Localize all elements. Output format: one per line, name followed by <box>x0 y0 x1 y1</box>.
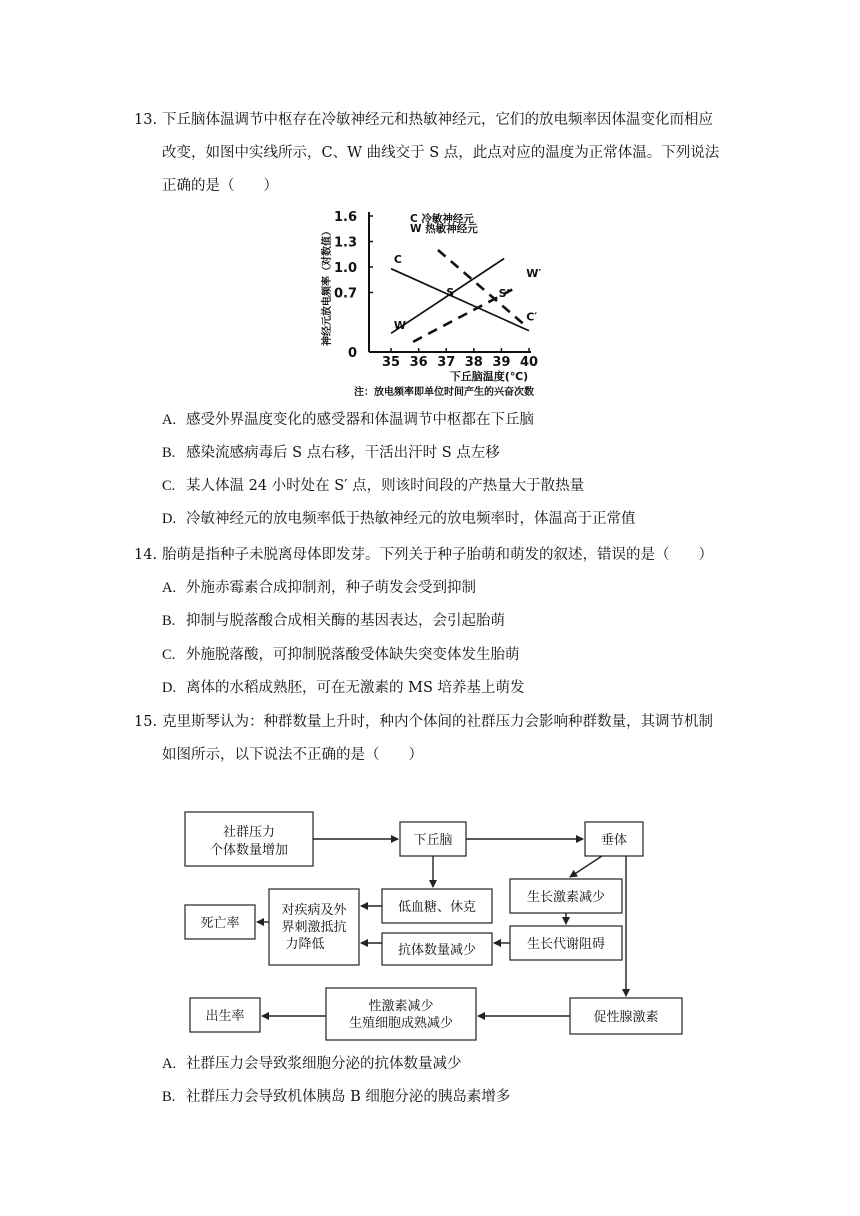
chart-text <box>320 210 541 398</box>
q13-stem-3: 正确的是（ ） <box>162 178 278 194</box>
option-text: 离体的水稻成熟胚，可在无激素的 MS 培养基上萌发 <box>186 680 525 696</box>
option-letter: A. <box>162 1056 177 1072</box>
x-axis-label: 下丘脑温度(℃) <box>449 370 529 383</box>
label-birth-rate: 出生率 <box>205 1009 245 1024</box>
label-pressure-2: 个体数量增加 <box>209 843 289 858</box>
q14-option-c[interactable] <box>162 645 520 665</box>
label-growth-block: 生长代谢阻碍 <box>526 937 606 952</box>
q15-option-a[interactable] <box>162 1054 462 1074</box>
q14-option-a[interactable] <box>162 578 476 598</box>
y-tick-label: 0 <box>347 346 357 361</box>
q13-option-d[interactable] <box>162 509 636 529</box>
q13-number: 13. <box>134 112 158 128</box>
label-antibody: 抗体数量减少 <box>397 943 477 958</box>
legend-entry: W 热敏神经元 <box>410 223 478 235</box>
label-resist-1: 对疾病及外 <box>281 903 347 918</box>
option-text: 感受外界温度变化的感受器和体温调节中枢都在下丘脑 <box>186 412 534 428</box>
option-text: 冷敏神经元的放电频率低于热敏神经元的放电频率时，体温高于正常值 <box>186 511 636 527</box>
label-hypothalamus: 下丘脑 <box>413 833 453 848</box>
point-label: C <box>393 252 402 266</box>
q13-stem-2: 改变，如图中实线所示，C、W 曲线交于 S 点，此点对应的温度为正常体温。下列说法 <box>162 145 720 161</box>
chart-note: 注：放电频率即单位时间产生的兴奋次数 <box>354 387 534 398</box>
y-tick-label: 1.3 <box>333 235 357 251</box>
q14-line1 <box>134 545 713 565</box>
arrow-pituitary-gh <box>570 856 602 877</box>
x-tick-label: 38 <box>464 355 483 370</box>
box-sex-hormone <box>326 988 476 1040</box>
q13-line1 <box>134 110 713 130</box>
q15-option-b[interactable] <box>162 1087 510 1107</box>
option-letter: D. <box>162 680 177 696</box>
option-text: 外施赤霉素合成抑制剂，种子萌发会受到抑制 <box>186 580 476 596</box>
option-letter: A. <box>162 412 177 428</box>
y-tick-label: 1.0 <box>333 261 357 276</box>
x-tick-label: 37 <box>437 355 456 370</box>
option-letter: A. <box>162 580 177 596</box>
point-label: W <box>393 319 406 333</box>
q13-option-a[interactable] <box>162 410 534 430</box>
option-text: 抑制与脱落酸合成相关酶的基因表达，会引起胎萌 <box>186 613 505 629</box>
temperature-chart <box>312 203 552 403</box>
legend-entry: C 冷敏神经元 <box>410 213 474 225</box>
q14-stem-1: 胎萌是指种子未脱离母体即发芽。下列关于种子胎萌和萌发的叙述，错误的是（ ） <box>162 547 713 563</box>
x-tick-label: 36 <box>409 355 428 370</box>
q14-option-d[interactable] <box>162 678 525 698</box>
q13-stem-1: 下丘脑体温调节中枢存在冷敏神经元和热敏神经元，它们的放电频率因体温变化而相应 <box>162 112 713 128</box>
point-label: S <box>446 285 455 299</box>
label-hypoglycemia: 低血糖、休克 <box>397 900 477 915</box>
option-text: 社群压力会导致浆细胞分泌的抗体数量减少 <box>186 1056 462 1072</box>
label-death-rate: 死亡率 <box>200 916 240 931</box>
label-sex-1: 性激素减少 <box>368 999 434 1014</box>
option-letter: D. <box>162 511 177 527</box>
y-tick-label: 0.7 <box>333 286 357 302</box>
q15-number: 15. <box>134 714 158 730</box>
option-letter: C. <box>162 478 176 494</box>
q13-option-b[interactable] <box>162 443 500 463</box>
y-axis-label: 神经元放电频率（对数值） <box>322 226 333 346</box>
x-tick-label: 39 <box>492 355 511 370</box>
label-pituitary: 垂体 <box>600 833 628 848</box>
point-label: S′ <box>498 286 510 300</box>
q13-option-c[interactable] <box>162 476 584 496</box>
q15-line1 <box>134 712 713 732</box>
option-text: 感染流感病毒后 S 点右移，干活出汗时 S 点左移 <box>186 445 500 461</box>
x-tick-label: 40 <box>519 355 539 370</box>
q14-number: 14. <box>134 547 158 563</box>
option-letter: B. <box>162 445 176 461</box>
q14-option-b[interactable] <box>162 611 505 631</box>
regulation-flow-diagram <box>175 800 695 1050</box>
option-text: 外施脱落酸，可抑制脱落酸受体缺失突变体发生胎萌 <box>186 647 520 663</box>
option-text: 社群压力会导致机体胰岛 B 细胞分泌的胰岛素增多 <box>186 1089 511 1105</box>
label-sex-2: 生殖细胞成熟减少 <box>348 1016 454 1031</box>
q15-stem-1: 克里斯琴认为：种群数量上升时，种内个体间的社群压力会影响种群数量，其调节机制 <box>162 714 713 730</box>
point-label: C′ <box>526 310 538 324</box>
option-letter: C. <box>162 647 176 663</box>
y-tick-label: 1.6 <box>333 210 357 225</box>
q15-stem-2: 如图所示，以下说法不正确的是（ ） <box>162 747 423 763</box>
point-label: W′ <box>526 267 542 281</box>
label-gh-decrease: 生长激素减少 <box>526 890 606 905</box>
option-letter: B. <box>162 1089 176 1105</box>
label-resist-3: 力降低 <box>285 937 325 952</box>
x-tick-label: 35 <box>382 355 401 370</box>
label-resist-2: 界刺激抵抗 <box>281 920 347 935</box>
option-text: 某人体温 24 小时处在 S′ 点，则该时间段的产热量大于散热量 <box>186 478 585 494</box>
option-letter: B. <box>162 613 176 629</box>
label-pressure-1: 社群压力 <box>222 825 276 840</box>
label-gonadotropin: 促性腺激素 <box>593 1010 659 1025</box>
